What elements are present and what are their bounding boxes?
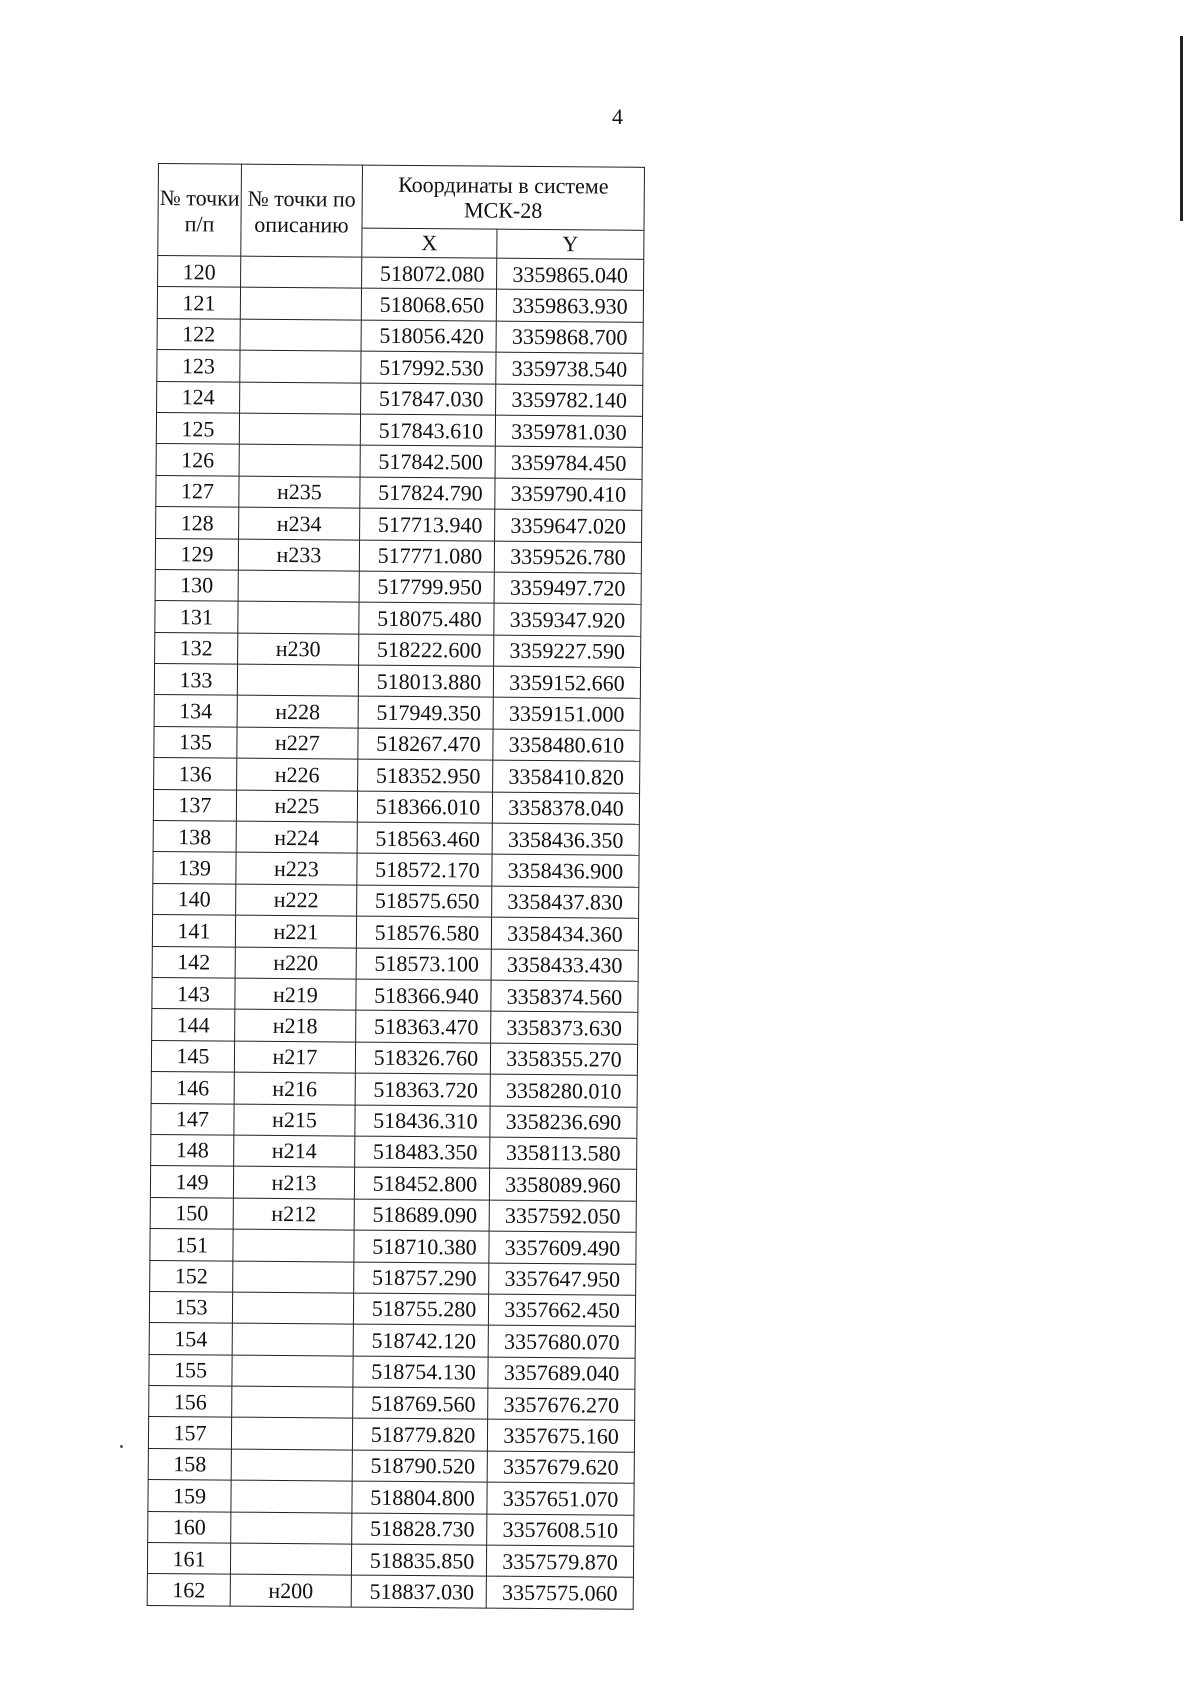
- table-row: [156, 507, 642, 542]
- header-point-description: № точки по описанию: [241, 164, 363, 257]
- cell-x-coordinate: 518352.950: [358, 759, 493, 791]
- table-row: [147, 1542, 633, 1577]
- table-row: [149, 1323, 635, 1358]
- cell-point-number: 126: [156, 444, 239, 476]
- cell-point-description: н226: [237, 758, 358, 790]
- cell-y-coordinate: 3357689.040: [488, 1357, 635, 1390]
- scan-speck: [120, 1445, 123, 1448]
- cell-point-number: 145: [151, 1040, 234, 1072]
- table-row: [153, 883, 639, 918]
- cell-y-coordinate: 3359151.000: [493, 698, 640, 731]
- cell-y-coordinate: 3358437.830: [492, 886, 639, 919]
- table-row: [148, 1417, 634, 1452]
- cell-point-number: 124: [157, 381, 240, 413]
- cell-point-description: н220: [235, 947, 356, 979]
- cell-y-coordinate: 3358089.960: [489, 1168, 636, 1201]
- cell-y-coordinate: 3359497.720: [494, 572, 641, 605]
- cell-x-coordinate: 517842.500: [360, 445, 495, 477]
- cell-point-description: н216: [234, 1072, 355, 1104]
- cell-point-description: [231, 1449, 352, 1481]
- table-row: [157, 318, 643, 353]
- coordinates-table: [147, 163, 645, 1610]
- cell-x-coordinate: 517949.350: [358, 697, 493, 729]
- cell-point-description: [233, 1229, 354, 1261]
- cell-x-coordinate: 517713.940: [360, 508, 495, 540]
- cell-y-coordinate: 3359227.590: [494, 635, 641, 668]
- cell-x-coordinate: 518755.280: [353, 1293, 488, 1325]
- cell-point-description: н219: [235, 978, 356, 1010]
- table-row: [147, 1574, 633, 1609]
- table-row: [154, 726, 640, 761]
- cell-point-description: [232, 1323, 353, 1355]
- cell-point-number: 129: [155, 538, 238, 570]
- table-row: [151, 1103, 637, 1138]
- cell-point-description: [241, 256, 362, 288]
- cell-point-number: 127: [156, 475, 239, 507]
- cell-x-coordinate: 518790.520: [352, 1450, 487, 1482]
- cell-y-coordinate: 3358378.040: [492, 792, 639, 825]
- cell-point-description: н217: [234, 1041, 355, 1073]
- cell-x-coordinate: 517847.030: [361, 383, 496, 415]
- cell-point-description: [239, 413, 360, 445]
- cell-point-description: н223: [236, 853, 357, 885]
- cell-y-coordinate: 3358436.900: [492, 855, 639, 888]
- table-row: [149, 1291, 635, 1326]
- cell-x-coordinate: 518222.600: [359, 634, 494, 666]
- cell-point-number: 131: [155, 601, 238, 633]
- cell-y-coordinate: 3357679.620: [487, 1451, 634, 1484]
- cell-x-coordinate: 518769.560: [353, 1387, 488, 1419]
- cell-x-coordinate: 518075.480: [359, 602, 494, 634]
- cell-x-coordinate: 517799.950: [359, 571, 494, 603]
- cell-y-coordinate: 3359784.450: [495, 447, 642, 480]
- table-row: [151, 1072, 637, 1107]
- cell-x-coordinate: 518710.380: [354, 1230, 489, 1262]
- cell-point-description: [240, 288, 361, 320]
- cell-x-coordinate: 518572.170: [357, 854, 492, 886]
- cell-y-coordinate: 3358373.630: [491, 1012, 638, 1045]
- cell-x-coordinate: 518483.350: [355, 1136, 490, 1168]
- cell-point-description: [231, 1480, 352, 1512]
- cell-y-coordinate: 3358113.580: [490, 1137, 637, 1170]
- cell-point-number: 134: [154, 695, 237, 727]
- table-row: [155, 632, 641, 667]
- cell-point-description: [240, 382, 361, 414]
- cell-point-number: 132: [155, 632, 238, 664]
- cell-point-number: 153: [149, 1291, 232, 1323]
- cell-point-description: н218: [235, 1010, 356, 1042]
- cell-x-coordinate: 518013.880: [358, 665, 493, 697]
- cell-y-coordinate: 3359781.030: [495, 415, 642, 448]
- cell-x-coordinate: 518779.820: [352, 1419, 487, 1451]
- cell-x-coordinate: 518742.120: [353, 1324, 488, 1356]
- cell-point-description: н235: [239, 476, 360, 508]
- table-row: [156, 475, 642, 510]
- cell-point-number: 155: [149, 1354, 232, 1386]
- cell-point-description: [240, 350, 361, 382]
- table-row: [157, 287, 643, 322]
- cell-point-number: 144: [152, 1009, 235, 1041]
- cell-point-description: [232, 1386, 353, 1418]
- cell-y-coordinate: 3359782.140: [496, 384, 643, 417]
- cell-x-coordinate: 517771.080: [359, 540, 494, 572]
- cell-x-coordinate: 518754.130: [353, 1356, 488, 1388]
- cell-point-number: 122: [157, 318, 240, 350]
- cell-point-number: 154: [149, 1323, 232, 1355]
- table-row: [150, 1166, 636, 1201]
- table-row: [153, 789, 639, 824]
- cell-y-coordinate: 3357651.070: [487, 1482, 634, 1515]
- cell-point-number: 139: [153, 852, 236, 884]
- page-number: 4: [612, 104, 623, 129]
- cell-x-coordinate: 518326.760: [355, 1042, 490, 1074]
- cell-point-description: н233: [238, 539, 359, 571]
- cell-point-number: 158: [148, 1448, 231, 1480]
- table-body: [147, 256, 644, 1610]
- header-point-number: № точки п/п: [158, 164, 242, 257]
- cell-y-coordinate: 3358480.610: [493, 729, 640, 762]
- cell-point-description: н222: [236, 884, 357, 916]
- table-row: [157, 381, 643, 416]
- cell-point-description: [230, 1543, 351, 1575]
- cell-y-coordinate: 3358236.690: [490, 1106, 637, 1139]
- cell-y-coordinate: 3359647.020: [495, 509, 642, 542]
- cell-point-description: н212: [233, 1198, 354, 1230]
- cell-x-coordinate: 518366.940: [356, 979, 491, 1011]
- cell-point-number: 125: [156, 412, 239, 444]
- table-row: [152, 946, 638, 981]
- cell-point-number: 159: [148, 1480, 231, 1512]
- header-x: X: [362, 228, 497, 258]
- cell-point-number: 137: [153, 789, 236, 821]
- cell-y-coordinate: 3357592.050: [489, 1200, 636, 1233]
- cell-y-coordinate: 3357676.270: [488, 1388, 635, 1421]
- cell-y-coordinate: 3357675.160: [487, 1420, 634, 1453]
- cell-y-coordinate: 3357647.950: [489, 1263, 636, 1296]
- table-row: [150, 1229, 636, 1264]
- table-row: [150, 1197, 636, 1232]
- cell-y-coordinate: 3359347.920: [494, 603, 641, 636]
- cell-x-coordinate: 518436.310: [355, 1105, 490, 1137]
- cell-x-coordinate: 517992.530: [361, 351, 496, 383]
- cell-point-description: н221: [235, 915, 356, 947]
- cell-x-coordinate: 518072.080: [362, 257, 497, 289]
- cell-point-description: н214: [234, 1135, 355, 1167]
- table-header: [158, 164, 645, 260]
- cell-point-number: 146: [151, 1072, 234, 1104]
- cell-point-description: н228: [237, 696, 358, 728]
- cell-y-coordinate: 3359526.780: [494, 541, 641, 574]
- table-row: [155, 569, 641, 604]
- cell-x-coordinate: 518573.100: [356, 948, 491, 980]
- cell-y-coordinate: 3358280.010: [490, 1074, 637, 1107]
- cell-y-coordinate: 3359738.540: [496, 352, 643, 385]
- cell-y-coordinate: 3358434.360: [491, 917, 638, 950]
- cell-y-coordinate: 3357579.870: [486, 1545, 633, 1578]
- cell-point-description: [238, 601, 359, 633]
- coordinates-table-container: [147, 163, 645, 1610]
- cell-point-number: 141: [152, 915, 235, 947]
- cell-y-coordinate: 3358436.350: [492, 823, 639, 856]
- cell-point-description: н215: [234, 1104, 355, 1136]
- cell-y-coordinate: 3359152.660: [493, 666, 640, 699]
- cell-x-coordinate: 518575.650: [357, 885, 492, 917]
- cell-point-description: [240, 319, 361, 351]
- cell-x-coordinate: 518563.460: [357, 822, 492, 854]
- scan-edge-line: [1180, 36, 1183, 221]
- table-row: [154, 758, 640, 793]
- table-row: [156, 412, 642, 447]
- cell-y-coordinate: 3359868.700: [496, 321, 643, 354]
- cell-point-description: н225: [236, 790, 357, 822]
- cell-point-number: 150: [150, 1197, 233, 1229]
- cell-x-coordinate: 518452.800: [354, 1167, 489, 1199]
- cell-y-coordinate: 3357575.060: [486, 1577, 633, 1610]
- cell-point-description: [239, 444, 360, 476]
- cell-x-coordinate: 518835.850: [351, 1544, 486, 1576]
- cell-point-number: 120: [158, 256, 241, 288]
- cell-y-coordinate: 3358410.820: [493, 760, 640, 793]
- cell-point-number: 138: [153, 821, 236, 853]
- cell-x-coordinate: 518828.730: [352, 1513, 487, 1545]
- table-row: [154, 664, 640, 699]
- table-row: [152, 977, 638, 1012]
- header-coordinate-system: Координаты в системе МСК-28: [362, 165, 644, 230]
- cell-point-number: 148: [151, 1134, 234, 1166]
- cell-point-number: 140: [153, 883, 236, 915]
- table-row: [152, 1009, 638, 1044]
- cell-point-description: н200: [230, 1575, 351, 1607]
- cell-point-number: 157: [148, 1417, 231, 1449]
- cell-point-description: н227: [237, 727, 358, 759]
- cell-y-coordinate: 3358355.270: [490, 1043, 637, 1076]
- cell-point-description: н230: [238, 633, 359, 665]
- cell-x-coordinate: 518363.470: [356, 1010, 491, 1042]
- cell-point-number: 136: [154, 758, 237, 790]
- cell-x-coordinate: 518056.420: [361, 320, 496, 352]
- table-row: [153, 852, 639, 887]
- table-row: [156, 444, 642, 479]
- cell-y-coordinate: 3357609.490: [489, 1231, 636, 1264]
- cell-x-coordinate: 518804.800: [352, 1481, 487, 1513]
- cell-y-coordinate: 3359863.930: [496, 290, 643, 323]
- cell-x-coordinate: 518363.720: [355, 1073, 490, 1105]
- table-row: [155, 601, 641, 636]
- cell-point-description: н213: [233, 1166, 354, 1198]
- table-row: [151, 1040, 637, 1075]
- cell-y-coordinate: 3357680.070: [488, 1325, 635, 1358]
- cell-point-number: 130: [155, 569, 238, 601]
- cell-point-description: [238, 570, 359, 602]
- cell-point-number: 121: [157, 287, 240, 319]
- cell-point-description: [232, 1355, 353, 1387]
- table-row: [152, 915, 638, 950]
- cell-point-number: 156: [149, 1386, 232, 1418]
- cell-point-number: 151: [150, 1229, 233, 1261]
- table-row: [155, 538, 641, 573]
- table-row: [153, 821, 639, 856]
- cell-x-coordinate: 518068.650: [361, 288, 496, 320]
- cell-point-description: н224: [236, 821, 357, 853]
- table-row: [148, 1511, 634, 1546]
- cell-x-coordinate: 518837.030: [351, 1575, 486, 1607]
- cell-point-number: 147: [151, 1103, 234, 1135]
- cell-x-coordinate: 517824.790: [360, 477, 495, 509]
- cell-x-coordinate: 518689.090: [354, 1199, 489, 1231]
- cell-point-description: [231, 1418, 352, 1450]
- table-row: [151, 1134, 637, 1169]
- table-row: [154, 695, 640, 730]
- cell-point-number: 123: [157, 350, 240, 382]
- table-row: [148, 1448, 634, 1483]
- cell-y-coordinate: 3358433.430: [491, 949, 638, 982]
- cell-y-coordinate: 3357608.510: [487, 1514, 634, 1547]
- cell-point-number: 128: [156, 507, 239, 539]
- table-row: [158, 256, 644, 291]
- cell-point-number: 133: [154, 664, 237, 696]
- table-row: [149, 1386, 635, 1421]
- cell-point-number: 149: [150, 1166, 233, 1198]
- cell-point-number: 162: [147, 1574, 230, 1606]
- table-row: [150, 1260, 636, 1295]
- cell-x-coordinate: 518757.290: [354, 1262, 489, 1294]
- cell-y-coordinate: 3359865.040: [497, 258, 644, 291]
- cell-point-description: н234: [239, 507, 360, 539]
- cell-x-coordinate: 517843.610: [360, 414, 495, 446]
- table-row: [149, 1354, 635, 1389]
- cell-y-coordinate: 3359790.410: [495, 478, 642, 511]
- cell-y-coordinate: 3358374.560: [491, 980, 638, 1013]
- cell-x-coordinate: 518366.010: [357, 791, 492, 823]
- table-row: [157, 350, 643, 385]
- cell-point-description: [237, 664, 358, 696]
- table-row: [148, 1480, 634, 1515]
- cell-point-number: 135: [154, 726, 237, 758]
- cell-point-description: [231, 1512, 352, 1544]
- cell-point-number: 152: [150, 1260, 233, 1292]
- cell-x-coordinate: 518267.470: [358, 728, 493, 760]
- cell-point-description: [232, 1292, 353, 1324]
- cell-point-number: 160: [148, 1511, 231, 1543]
- cell-y-coordinate: 3357662.450: [488, 1294, 635, 1327]
- header-y: Y: [497, 229, 644, 259]
- cell-point-description: [233, 1261, 354, 1293]
- cell-x-coordinate: 518576.580: [356, 916, 491, 948]
- cell-point-number: 142: [152, 946, 235, 978]
- cell-point-number: 143: [152, 977, 235, 1009]
- cell-point-number: 161: [147, 1542, 230, 1574]
